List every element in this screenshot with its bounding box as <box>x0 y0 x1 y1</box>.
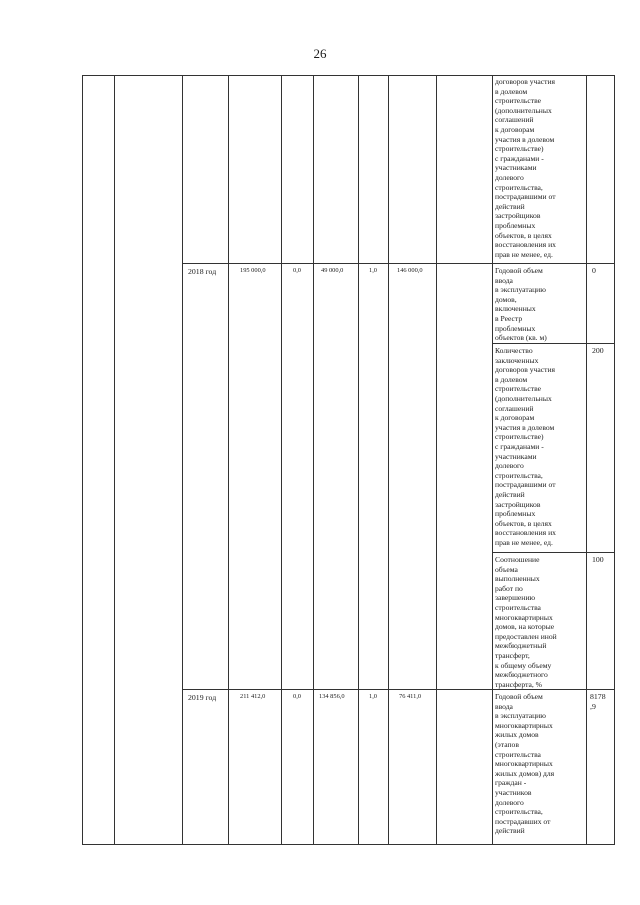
table-column-divider <box>358 75 359 845</box>
data-table <box>82 75 615 845</box>
value-cell: 195 000,0 <box>240 267 266 274</box>
indicator-divider <box>492 343 615 344</box>
table-column-divider <box>182 75 183 845</box>
table-border-left <box>82 75 83 845</box>
indicator-text: Соотношение объема выполненных работ по завершению строительства многоквартирных домов, на которые предоставлен иной межбюджетный трансферт, к общему объему межбюджетного трансферта, % <box>495 555 557 689</box>
table-column-divider <box>586 75 587 845</box>
table-column-divider <box>228 75 229 845</box>
indicator-text: Годовой объем ввода в эксплуатацию многоквартирных жилых домов (этапов строительства многоквартирных жилых домов) для граждан - участников долевого строительства, пострадавших от действий <box>495 692 555 836</box>
table-border-bottom <box>82 844 615 845</box>
table-column-divider <box>281 75 282 845</box>
year-label-2018: 2018 год <box>188 267 217 276</box>
table-border-top <box>82 75 615 76</box>
table-column-divider <box>492 75 493 845</box>
table-column-divider <box>388 75 389 845</box>
page-number: 26 <box>313 46 327 61</box>
indicator-value: 8178 ,9 <box>590 692 606 711</box>
indicator-value: 200 <box>592 346 604 355</box>
indicator-text: Количество заключенных договоров участия в долевом строительстве (дополнительных соглашений к договорам участия в долевом строительстве) с гражданами - участниками долевого строительства, пострадавшими от действий застройщиков проблемных объектов, в целях восстановления их прав не менее, ед. <box>495 346 556 547</box>
value-cell: 211 412,0 <box>240 693 266 700</box>
value-cell: 76 411,0 <box>399 693 422 700</box>
value-cell: 49 000,0 <box>321 267 344 274</box>
indicator-value: 0 <box>592 266 596 275</box>
table-column-divider <box>114 75 115 845</box>
value-cell: 1,0 <box>369 267 377 274</box>
value-cell: 0,0 <box>293 693 301 700</box>
table-border-right <box>614 75 615 845</box>
value-cell: 0,0 <box>293 267 301 274</box>
indicator-text: договоров участия в долевом строительстве (дополнительных соглашений к договорам участия в долевом строительстве) с гражданами - участниками долевого строительства, пострадавшими от действий застройщиков проблемных объектов, в целях восстановления их прав не менее, ед. <box>495 77 556 259</box>
value-cell: 1,0 <box>369 693 377 700</box>
indicator-divider <box>492 552 615 553</box>
value-cell: 134 856,0 <box>319 693 345 700</box>
year-label-2019: 2019 год <box>188 693 217 702</box>
table-column-divider <box>436 75 437 845</box>
indicator-text: Годовой объем ввода в эксплуатацию домов, включенных в Реестр проблемных объектов (кв. м) <box>495 266 547 343</box>
indicator-value: 100 <box>592 555 604 564</box>
table-column-divider <box>313 75 314 845</box>
value-cell: 146 000,0 <box>397 267 423 274</box>
row-divider-2018 <box>182 263 615 264</box>
